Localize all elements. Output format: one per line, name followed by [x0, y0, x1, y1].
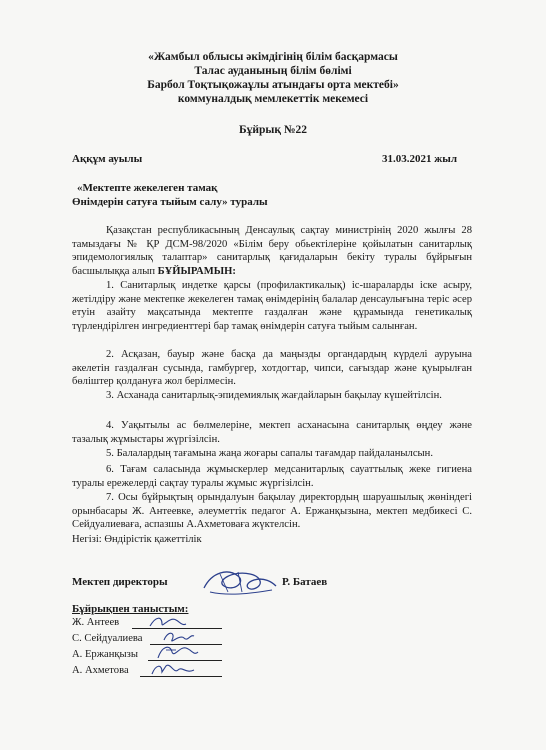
order-item-3-text: 3. Асханада санитарлық-эпидемиялық жағдайларын бақылау күшейтілсін. — [106, 390, 442, 401]
subject-line-1: «Мектепте жекелеген тамақ — [77, 182, 218, 194]
order-item-6 — [72, 463, 472, 490]
intro-paragraph — [72, 224, 472, 278]
order-item-4 — [72, 419, 472, 446]
order-item-7 — [72, 491, 472, 532]
order-item-4-text: 4. Уақытылы ас бөлмелеріне, мектеп асханасына санитарлық өңдеу және тазалық жұмыстары жүргізілсін. — [72, 420, 472, 445]
director-role: Мектеп директоры — [72, 576, 168, 588]
basis-line: Негізі: Өндірістік қажеттілік — [72, 534, 202, 545]
subject-line-2-text: Өнімдерін сатуға тыйым салу» туралы — [72, 196, 268, 208]
intro-command: БҰЙЫРАМЫН: — [157, 265, 236, 277]
order-item-5-text: 5. Балалардың тағамына жаңа жоғары сапалы тағамдар пайдаланылсын. — [106, 448, 433, 459]
order-item-6-text: 6. Тағам саласында жұмыскерлер медсанитарлық сауаттылық жеке гигиена туралы ережелерді сақтау туралы жұмыс жүргізілсін. — [72, 464, 472, 489]
acquainted-person-1: Ж. Антеев — [72, 617, 120, 628]
signature-mark-3 — [156, 642, 200, 662]
acquainted-title: Бұйрықпен таныстым: — [72, 603, 189, 615]
order-item-1-text: 1. Санитарлық индетке қарсы (профилактикалық) іс-шараларды іске асыру, жетілдіру және мектепке жекелеген тамақ өнімдерінің балалар денсаулығына теріс әсер етуін азайту мақсатында мектепте газдалған және құрамында генетикалық түрлендірілген ингредиенттері бар тамақ өнімдерін сатуға тыйым салынған. — [72, 280, 472, 332]
order-item-1 — [72, 279, 472, 333]
header-line-3: Барбол Тоқтықожаұлы атындағы орта мектебі» — [147, 79, 399, 91]
acquainted-person-3: А. Ержанқызы — [72, 649, 138, 660]
order-item-7-text: 7. Осы бұйрықтың орындалуын бақылау директордың шаруашылық жөніндегі орынбасары Ж. Антеевке, әлеуметтік педагог А. Ержанқызына, мектеп медбикесі С. Сейдуалиеваға, аспазшы А.Ахметоваға жүктелсін. — [72, 492, 472, 531]
header-line-1: «Жамбыл облысы әкімдігінің білім басқармасы — [148, 51, 398, 63]
signature-mark-4 — [150, 660, 196, 678]
intro-text: Қазақстан республикасының Денсаулық сақтау министрінің 2020 жылғы 28 тамыздағы № ҚР ДСМ-98/2020 «Білім беру обьектілеріне қойылатын санитарлық эпидемологиялық талаптар» санитарлық қағидаларын бекіту туралы бұйрығын басшылыққа алып — [72, 225, 472, 277]
order-item-2-text: 2. Асқазан, бауыр және басқа да маңызды органдардың күрделі ауруына әкелетін газдалған сусында, гамбургер, хотдогтар, чипси, сағыздар және қуырылған бөліштер қолдануға жол берілмесін. — [72, 349, 472, 388]
director-name: Р. Батаев — [282, 576, 328, 588]
order-item-3 — [72, 389, 472, 403]
subject-line-2 — [72, 195, 268, 209]
director-signature-image — [198, 562, 278, 600]
order-title: Бұйрық №22 — [239, 124, 307, 136]
order-item-5 — [72, 447, 472, 461]
order-place: Аққұм ауылы — [72, 153, 143, 165]
order-date: 31.03.2021 жыл — [382, 153, 457, 165]
acquainted-person-2: С. Сейдуалиева — [72, 633, 143, 644]
order-item-2 — [72, 348, 472, 389]
acquainted-person-4: А. Ахметова — [72, 665, 129, 676]
header-line-2: Талас ауданының білім бөлімі — [194, 65, 352, 77]
header-line-4: коммуналдық мемлекеттік мекемесі — [177, 93, 369, 105]
